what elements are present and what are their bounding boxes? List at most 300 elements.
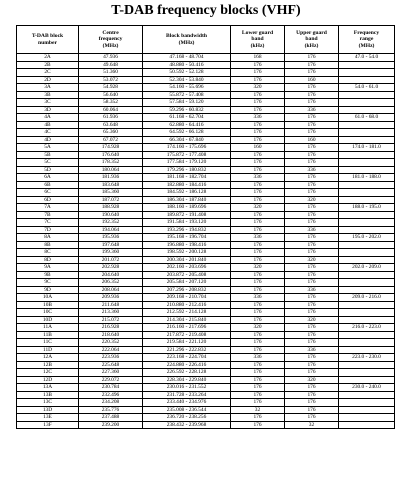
- cell-lower-guard-band: 176: [231, 346, 285, 354]
- table-row: [17, 286, 395, 294]
- cell-block-number: 12C: [17, 369, 79, 377]
- cell-block-number: 8D: [17, 256, 79, 264]
- cell-lower-guard-band: 176: [231, 316, 285, 324]
- cell-upper-guard-band: 176: [285, 61, 339, 69]
- table-row: [17, 76, 395, 84]
- cell-block-number: 6A: [17, 174, 79, 182]
- cell-centre-frequency: 67.072: [79, 136, 143, 144]
- cell-lower-guard-band: 176: [231, 151, 285, 159]
- cell-block-bandwidth: 47.168 - 48.704: [143, 54, 231, 62]
- cell-centre-frequency: 61.936: [79, 114, 143, 122]
- cell-block-bandwidth: 182.880 - 184.416: [143, 181, 231, 189]
- cell-frequency-range: [339, 271, 395, 279]
- cell-centre-frequency: 206.352: [79, 279, 143, 287]
- cell-centre-frequency: 222.064: [79, 346, 143, 354]
- cell-block-number: 13C: [17, 399, 79, 407]
- cell-frequency-range: [339, 339, 395, 347]
- cell-frequency-range: 230.0 - 240.0: [339, 384, 395, 392]
- cell-lower-guard-band: 176: [231, 196, 285, 204]
- table-row: [17, 339, 395, 347]
- cell-upper-guard-band: 176: [285, 241, 339, 249]
- cell-frequency-range: [339, 166, 395, 174]
- cell-block-number: 5D: [17, 166, 79, 174]
- cell-centre-frequency: 235.776: [79, 406, 143, 414]
- header-line: frequency: [98, 36, 123, 43]
- cell-upper-guard-band: 176: [285, 99, 339, 107]
- cell-block-bandwidth: 64.592 - 66.128: [143, 129, 231, 137]
- cell-upper-guard-band: 320: [285, 316, 339, 324]
- cell-block-number: 3C: [17, 99, 79, 107]
- table-row: [17, 421, 395, 429]
- header-line: T-DAB block: [31, 33, 64, 40]
- table-row: [17, 354, 395, 362]
- cell-lower-guard-band: 176: [231, 91, 285, 99]
- header-frequency-range: [339, 26, 395, 54]
- cell-block-number: 12D: [17, 376, 79, 384]
- cell-block-bandwidth: 62.880 - 64.416: [143, 121, 231, 129]
- cell-block-number: 5B: [17, 151, 79, 159]
- cell-upper-guard-band: 176: [285, 369, 339, 377]
- cell-upper-guard-band: 176: [285, 391, 339, 399]
- cell-upper-guard-band: 176: [285, 174, 339, 182]
- cell-block-bandwidth: 221.296 - 222.832: [143, 346, 231, 354]
- cell-lower-guard-band: 176: [231, 399, 285, 407]
- cell-frequency-range: [339, 61, 395, 69]
- cell-centre-frequency: 239.200: [79, 421, 143, 429]
- cell-upper-guard-band: 176: [285, 144, 339, 152]
- cell-block-number: 13E: [17, 414, 79, 422]
- cell-frequency-range: 174.0 - 181.0: [339, 144, 395, 152]
- cell-block-number: 7D: [17, 226, 79, 234]
- cell-frequency-range: 47.0 - 54.0: [339, 54, 395, 62]
- cell-lower-guard-band: 176: [231, 361, 285, 369]
- table-row: [17, 346, 395, 354]
- cell-upper-guard-band: 176: [285, 54, 339, 62]
- cell-centre-frequency: 232.496: [79, 391, 143, 399]
- cell-upper-guard-band: 320: [285, 256, 339, 264]
- cell-centre-frequency: 63.648: [79, 121, 143, 129]
- cell-lower-guard-band: 176: [231, 136, 285, 144]
- cell-frequency-range: [339, 241, 395, 249]
- cell-block-bandwidth: 217.872 - 219.408: [143, 331, 231, 339]
- cell-centre-frequency: 60.064: [79, 106, 143, 114]
- header-upper-guard-band: [285, 26, 339, 54]
- cell-block-bandwidth: 203.872 - 205.408: [143, 271, 231, 279]
- cell-centre-frequency: 58.352: [79, 99, 143, 107]
- cell-frequency-range: [339, 421, 395, 429]
- cell-frequency-range: [339, 406, 395, 414]
- table-row: [17, 384, 395, 392]
- cell-block-number: 12A: [17, 354, 79, 362]
- cell-frequency-range: 61.0 - 68.0: [339, 114, 395, 122]
- cell-upper-guard-band: 176: [285, 211, 339, 219]
- cell-frequency-range: [339, 361, 395, 369]
- cell-block-number: 4D: [17, 136, 79, 144]
- cell-upper-guard-band: 176: [285, 406, 339, 414]
- cell-block-number: 10C: [17, 309, 79, 317]
- cell-block-bandwidth: 219.584 - 221.120: [143, 339, 231, 347]
- cell-block-number: 6C: [17, 189, 79, 197]
- cell-block-number: 9B: [17, 271, 79, 279]
- cell-block-bandwidth: 191.584 - 193.120: [143, 219, 231, 227]
- cell-block-bandwidth: 231.728 - 233.264: [143, 391, 231, 399]
- cell-lower-guard-band: 176: [231, 166, 285, 174]
- frequency-blocks-table: [16, 25, 395, 429]
- table-row: [17, 256, 395, 264]
- cell-frequency-range: [339, 391, 395, 399]
- cell-frequency-range: [339, 279, 395, 287]
- table-row: [17, 249, 395, 257]
- table-row: [17, 84, 395, 92]
- table-row: [17, 414, 395, 422]
- cell-upper-guard-band: 176: [285, 324, 339, 332]
- cell-frequency-range: [339, 331, 395, 339]
- cell-block-bandwidth: 207.296 - 208.832: [143, 286, 231, 294]
- cell-lower-guard-band: 176: [231, 369, 285, 377]
- cell-block-bandwidth: 235.008 - 236.544: [143, 406, 231, 414]
- cell-frequency-range: [339, 316, 395, 324]
- cell-upper-guard-band: 176: [285, 181, 339, 189]
- cell-frequency-range: 181.0 - 188.0: [339, 174, 395, 182]
- cell-block-bandwidth: 210.880 - 212.416: [143, 301, 231, 309]
- cell-lower-guard-band: 176: [231, 376, 285, 384]
- cell-centre-frequency: 227.360: [79, 369, 143, 377]
- table-row: [17, 211, 395, 219]
- cell-frequency-range: [339, 376, 395, 384]
- header-line: Frequency: [353, 30, 380, 37]
- table-body: [17, 54, 395, 429]
- cell-lower-guard-band: 32: [231, 406, 285, 414]
- cell-block-number: 3B: [17, 91, 79, 99]
- cell-block-number: 4A: [17, 114, 79, 122]
- cell-centre-frequency: 192.352: [79, 219, 143, 227]
- cell-centre-frequency: 183.648: [79, 181, 143, 189]
- cell-upper-guard-band: 176: [285, 249, 339, 257]
- cell-block-number: 8A: [17, 234, 79, 242]
- cell-centre-frequency: 188.928: [79, 204, 143, 212]
- cell-block-bandwidth: 174.160 - 175.696: [143, 144, 231, 152]
- table-row: [17, 196, 395, 204]
- cell-block-number: 12B: [17, 361, 79, 369]
- cell-frequency-range: [339, 414, 395, 422]
- cell-lower-guard-band: 336: [231, 114, 285, 122]
- table-header-row: [17, 26, 395, 54]
- cell-centre-frequency: 225.648: [79, 361, 143, 369]
- cell-lower-guard-band: 176: [231, 181, 285, 189]
- cell-lower-guard-band: 176: [231, 331, 285, 339]
- cell-block-bandwidth: 52.304 - 53.840: [143, 76, 231, 84]
- cell-centre-frequency: 234.208: [79, 399, 143, 407]
- cell-centre-frequency: 194.064: [79, 226, 143, 234]
- cell-block-number: 11D: [17, 346, 79, 354]
- cell-block-bandwidth: 195.168 - 196.704: [143, 234, 231, 242]
- cell-upper-guard-band: 336: [285, 166, 339, 174]
- cell-upper-guard-band: 176: [285, 361, 339, 369]
- cell-centre-frequency: 209.936: [79, 294, 143, 302]
- cell-block-number: 3D: [17, 106, 79, 114]
- cell-block-number: 11C: [17, 339, 79, 347]
- cell-centre-frequency: 208.064: [79, 286, 143, 294]
- cell-upper-guard-band: 32: [285, 421, 339, 429]
- header-line: Centre: [102, 30, 119, 37]
- cell-upper-guard-band: 176: [285, 234, 339, 242]
- table-row: [17, 181, 395, 189]
- table-row: [17, 99, 395, 107]
- cell-upper-guard-band: 176: [285, 271, 339, 279]
- cell-block-number: 13A: [17, 384, 79, 392]
- table-row: [17, 279, 395, 287]
- cell-upper-guard-band: 336: [285, 226, 339, 234]
- cell-block-bandwidth: 224.880 - 226.416: [143, 361, 231, 369]
- cell-upper-guard-band: 160: [285, 136, 339, 144]
- table-row: [17, 324, 395, 332]
- cell-centre-frequency: 211.648: [79, 301, 143, 309]
- cell-block-number: 4B: [17, 121, 79, 129]
- cell-centre-frequency: 54.928: [79, 84, 143, 92]
- cell-centre-frequency: 202.928: [79, 264, 143, 272]
- cell-centre-frequency: 53.072: [79, 76, 143, 84]
- table-row: [17, 114, 395, 122]
- header-line: number: [38, 39, 57, 46]
- cell-lower-guard-band: 176: [231, 159, 285, 167]
- cell-block-bandwidth: 200.304 - 201.840: [143, 256, 231, 264]
- cell-centre-frequency: 180.064: [79, 166, 143, 174]
- cell-lower-guard-band: 336: [231, 234, 285, 242]
- cell-centre-frequency: 218.640: [79, 331, 143, 339]
- cell-block-number: 10D: [17, 316, 79, 324]
- cell-upper-guard-band: 320: [285, 196, 339, 204]
- cell-centre-frequency: 51.360: [79, 69, 143, 77]
- table-row: [17, 204, 395, 212]
- cell-block-number: 2D: [17, 76, 79, 84]
- cell-centre-frequency: 201.072: [79, 256, 143, 264]
- cell-block-number: 9A: [17, 264, 79, 272]
- cell-block-bandwidth: 175.872 - 177.408: [143, 151, 231, 159]
- cell-block-bandwidth: 181.168 - 182.704: [143, 174, 231, 182]
- cell-frequency-range: [339, 219, 395, 227]
- cell-block-bandwidth: 212.592 - 214.128: [143, 309, 231, 317]
- header-line: (MHz): [178, 39, 195, 46]
- cell-block-bandwidth: 179.296 - 180.832: [143, 166, 231, 174]
- cell-block-bandwidth: 205.584 - 207.120: [143, 279, 231, 287]
- cell-lower-guard-band: 176: [231, 226, 285, 234]
- cell-upper-guard-band: 176: [285, 331, 339, 339]
- table-row: [17, 219, 395, 227]
- table-row: [17, 406, 395, 414]
- cell-block-bandwidth: 48.880 - 50.416: [143, 61, 231, 69]
- cell-frequency-range: [339, 301, 395, 309]
- cell-lower-guard-band: 320: [231, 264, 285, 272]
- cell-centre-frequency: 204.640: [79, 271, 143, 279]
- cell-upper-guard-band: 176: [285, 114, 339, 122]
- header-line: (MHz): [358, 42, 375, 49]
- cell-frequency-range: [339, 159, 395, 167]
- cell-block-number: 2C: [17, 69, 79, 77]
- table-row: [17, 106, 395, 114]
- cell-lower-guard-band: 176: [231, 61, 285, 69]
- table-row: [17, 121, 395, 129]
- cell-block-number: 4C: [17, 129, 79, 137]
- cell-lower-guard-band: 176: [231, 421, 285, 429]
- table-row: [17, 136, 395, 144]
- cell-centre-frequency: 47.936: [79, 54, 143, 62]
- table-row: [17, 54, 395, 62]
- cell-frequency-range: [339, 196, 395, 204]
- table-row: [17, 226, 395, 234]
- cell-lower-guard-band: 176: [231, 286, 285, 294]
- cell-centre-frequency: 181.936: [79, 174, 143, 182]
- cell-lower-guard-band: 176: [231, 121, 285, 129]
- cell-frequency-range: [339, 346, 395, 354]
- header-line: Lower guard: [241, 30, 274, 37]
- header-centre-frequency: [79, 26, 143, 54]
- cell-centre-frequency: 230.784: [79, 384, 143, 392]
- cell-centre-frequency: 213.360: [79, 309, 143, 317]
- table-row: [17, 399, 395, 407]
- cell-block-bandwidth: 233.440 - 234.976: [143, 399, 231, 407]
- cell-upper-guard-band: 336: [285, 286, 339, 294]
- cell-block-number: 13B: [17, 391, 79, 399]
- table-row: [17, 316, 395, 324]
- cell-block-number: 11A: [17, 324, 79, 332]
- cell-centre-frequency: 178.352: [79, 159, 143, 167]
- cell-lower-guard-band: 176: [231, 189, 285, 197]
- cell-centre-frequency: 56.640: [79, 91, 143, 99]
- header-line: range: [359, 36, 374, 43]
- cell-block-bandwidth: 236.720 - 238.256: [143, 414, 231, 422]
- cell-block-number: 6B: [17, 181, 79, 189]
- cell-lower-guard-band: 176: [231, 309, 285, 317]
- table-row: [17, 309, 395, 317]
- cell-frequency-range: [339, 189, 395, 197]
- table-row: [17, 271, 395, 279]
- cell-block-bandwidth: 209.168 - 210.704: [143, 294, 231, 302]
- cell-block-bandwidth: 216.160 - 217.696: [143, 324, 231, 332]
- cell-lower-guard-band: 336: [231, 174, 285, 182]
- cell-frequency-range: [339, 369, 395, 377]
- cell-block-number: 7B: [17, 211, 79, 219]
- cell-upper-guard-band: 176: [285, 309, 339, 317]
- cell-upper-guard-band: 176: [285, 121, 339, 129]
- cell-block-number: 7C: [17, 219, 79, 227]
- cell-frequency-range: [339, 121, 395, 129]
- cell-upper-guard-band: 176: [285, 279, 339, 287]
- header-lower-guard-band: [231, 26, 285, 54]
- cell-centre-frequency: 223.936: [79, 354, 143, 362]
- header-line: (kHz): [250, 42, 265, 49]
- cell-frequency-range: [339, 69, 395, 77]
- cell-frequency-range: 209.0 - 216.0: [339, 294, 395, 302]
- cell-frequency-range: [339, 151, 395, 159]
- cell-block-number: 13D: [17, 406, 79, 414]
- cell-block-number: 11B: [17, 331, 79, 339]
- header-block-number: [17, 26, 79, 54]
- cell-upper-guard-band: 176: [285, 84, 339, 92]
- cell-frequency-range: [339, 76, 395, 84]
- table-row: [17, 361, 395, 369]
- cell-upper-guard-band: 176: [285, 399, 339, 407]
- cell-block-bandwidth: 184.592 - 186.128: [143, 189, 231, 197]
- table-row: [17, 331, 395, 339]
- cell-block-bandwidth: 226.592 - 228.128: [143, 369, 231, 377]
- cell-upper-guard-band: 176: [285, 91, 339, 99]
- table-row: [17, 241, 395, 249]
- cell-centre-frequency: 195.936: [79, 234, 143, 242]
- cell-lower-guard-band: 176: [231, 211, 285, 219]
- header-block-bandwidth: [143, 26, 231, 54]
- cell-centre-frequency: 229.072: [79, 376, 143, 384]
- cell-lower-guard-band: 176: [231, 106, 285, 114]
- cell-frequency-range: 216.0 - 223.0: [339, 324, 395, 332]
- table-row: [17, 166, 395, 174]
- cell-centre-frequency: 220.352: [79, 339, 143, 347]
- cell-lower-guard-band: 160: [231, 144, 285, 152]
- cell-block-number: 2A: [17, 54, 79, 62]
- cell-block-number: 6D: [17, 196, 79, 204]
- cell-block-number: 8B: [17, 241, 79, 249]
- table-row: [17, 234, 395, 242]
- cell-block-bandwidth: 238.432 - 239.968: [143, 421, 231, 429]
- cell-upper-guard-band: 176: [285, 129, 339, 137]
- cell-block-bandwidth: 230.016 - 231.552: [143, 384, 231, 392]
- cell-lower-guard-band: 336: [231, 294, 285, 302]
- table-row: [17, 69, 395, 77]
- cell-upper-guard-band: 176: [285, 301, 339, 309]
- cell-lower-guard-band: 320: [231, 204, 285, 212]
- cell-centre-frequency: 190.640: [79, 211, 143, 219]
- cell-lower-guard-band: 176: [231, 256, 285, 264]
- cell-lower-guard-band: 176: [231, 219, 285, 227]
- cell-block-bandwidth: 196.880 - 198.416: [143, 241, 231, 249]
- cell-centre-frequency: 49.648: [79, 61, 143, 69]
- cell-centre-frequency: 197.648: [79, 241, 143, 249]
- cell-upper-guard-band: 336: [285, 346, 339, 354]
- header-line: (MHz): [102, 42, 119, 49]
- table-row: [17, 159, 395, 167]
- cell-upper-guard-band: 176: [285, 354, 339, 362]
- cell-block-bandwidth: 228.304 - 229.840: [143, 376, 231, 384]
- cell-upper-guard-band: 320: [285, 376, 339, 384]
- header-line: band: [305, 36, 318, 43]
- table-row: [17, 369, 395, 377]
- cell-lower-guard-band: 176: [231, 271, 285, 279]
- cell-frequency-range: [339, 256, 395, 264]
- cell-block-number: 8C: [17, 249, 79, 257]
- table-row: [17, 301, 395, 309]
- cell-frequency-range: 202.0 - 209.0: [339, 264, 395, 272]
- cell-block-bandwidth: 198.592 - 200.128: [143, 249, 231, 257]
- cell-lower-guard-band: 176: [231, 129, 285, 137]
- cell-lower-guard-band: 176: [231, 69, 285, 77]
- cell-centre-frequency: 199.360: [79, 249, 143, 257]
- cell-block-bandwidth: 57.584 - 59.120: [143, 99, 231, 107]
- cell-block-bandwidth: 223.168 - 224.704: [143, 354, 231, 362]
- cell-upper-guard-band: 176: [285, 294, 339, 302]
- cell-block-bandwidth: 177.584 - 179.120: [143, 159, 231, 167]
- cell-block-bandwidth: 186.304 - 187.840: [143, 196, 231, 204]
- table-row: [17, 144, 395, 152]
- cell-upper-guard-band: 176: [285, 414, 339, 422]
- table-row: [17, 61, 395, 69]
- cell-block-number: 7A: [17, 204, 79, 212]
- cell-lower-guard-band: 176: [231, 384, 285, 392]
- header-line: (kHz): [304, 42, 319, 49]
- cell-upper-guard-band: 176: [285, 264, 339, 272]
- cell-block-number: 5A: [17, 144, 79, 152]
- cell-frequency-range: [339, 91, 395, 99]
- cell-frequency-range: 54.0 - 61.0: [339, 84, 395, 92]
- cell-lower-guard-band: 176: [231, 249, 285, 257]
